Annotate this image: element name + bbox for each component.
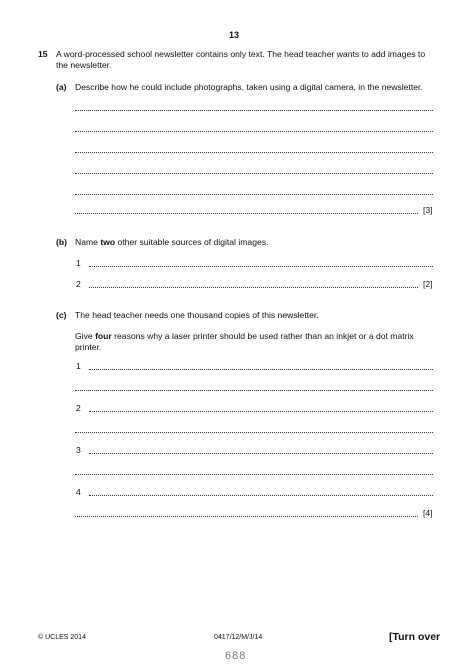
scan-page-number: 688 <box>225 650 247 662</box>
question-stem-line1: A word-processed school newsletter contains only text. The head teacher wants to add images to <box>56 49 426 59</box>
answer-line-c3a[interactable] <box>89 453 433 454</box>
part-b-question: Name two other suitable sources of digital images. <box>75 237 269 247</box>
answer-line-a6[interactable] <box>75 213 418 214</box>
part-a-question: Describe how he could include photographs, taken using a digital camera, in the newsletter. <box>75 82 423 92</box>
question-stem-line2: the newsletter. <box>56 60 112 70</box>
part-c-marks: [4] <box>423 508 433 518</box>
answer-line-b1[interactable] <box>89 266 433 267</box>
copyright: © UCLES 2014 <box>38 634 86 641</box>
answer-line-c2b[interactable] <box>75 432 433 433</box>
part-a-marks: [3] <box>423 205 433 215</box>
answer-line-a4[interactable] <box>75 173 433 174</box>
part-c-instruction: Give four reasons why a laser printer should be used rather than an inkjet or a dot matrix <box>75 331 414 341</box>
paper-code: 0417/12/M/J/14 <box>214 634 263 641</box>
part-a-label: (a) <box>56 82 67 92</box>
part-b-item-number: 2 <box>76 279 81 289</box>
answer-line-c1b[interactable] <box>75 390 433 391</box>
answer-line-c4a[interactable] <box>89 495 433 496</box>
answer-line-a1[interactable] <box>75 110 433 111</box>
answer-line-c4b[interactable] <box>75 516 418 517</box>
question-number: 15 <box>38 49 48 59</box>
answer-line-c1a[interactable] <box>89 369 433 370</box>
turn-over: [Turn over <box>389 631 441 643</box>
part-c-question: The head teacher needs one thousand copies of this newsletter. <box>75 310 319 320</box>
answer-line-c3b[interactable] <box>75 474 433 475</box>
part-c-label: (c) <box>56 310 67 320</box>
answer-line-c2a[interactable] <box>89 411 433 412</box>
answer-line-b2[interactable] <box>89 287 418 288</box>
part-c-item-number: 4 <box>76 487 81 497</box>
part-c-item-number: 1 <box>76 361 81 371</box>
part-b-marks: [2] <box>423 279 433 289</box>
part-b-item-number: 1 <box>76 258 81 268</box>
answer-line-a2[interactable] <box>75 131 433 132</box>
answer-line-a5[interactable] <box>75 194 433 195</box>
answer-line-a3[interactable] <box>75 152 433 153</box>
part-c-instruction-line2: printer. <box>75 342 102 352</box>
page-number: 13 <box>229 30 240 40</box>
part-b-label: (b) <box>56 237 67 247</box>
part-c-item-number: 3 <box>76 445 81 455</box>
part-c-item-number: 2 <box>76 403 81 413</box>
